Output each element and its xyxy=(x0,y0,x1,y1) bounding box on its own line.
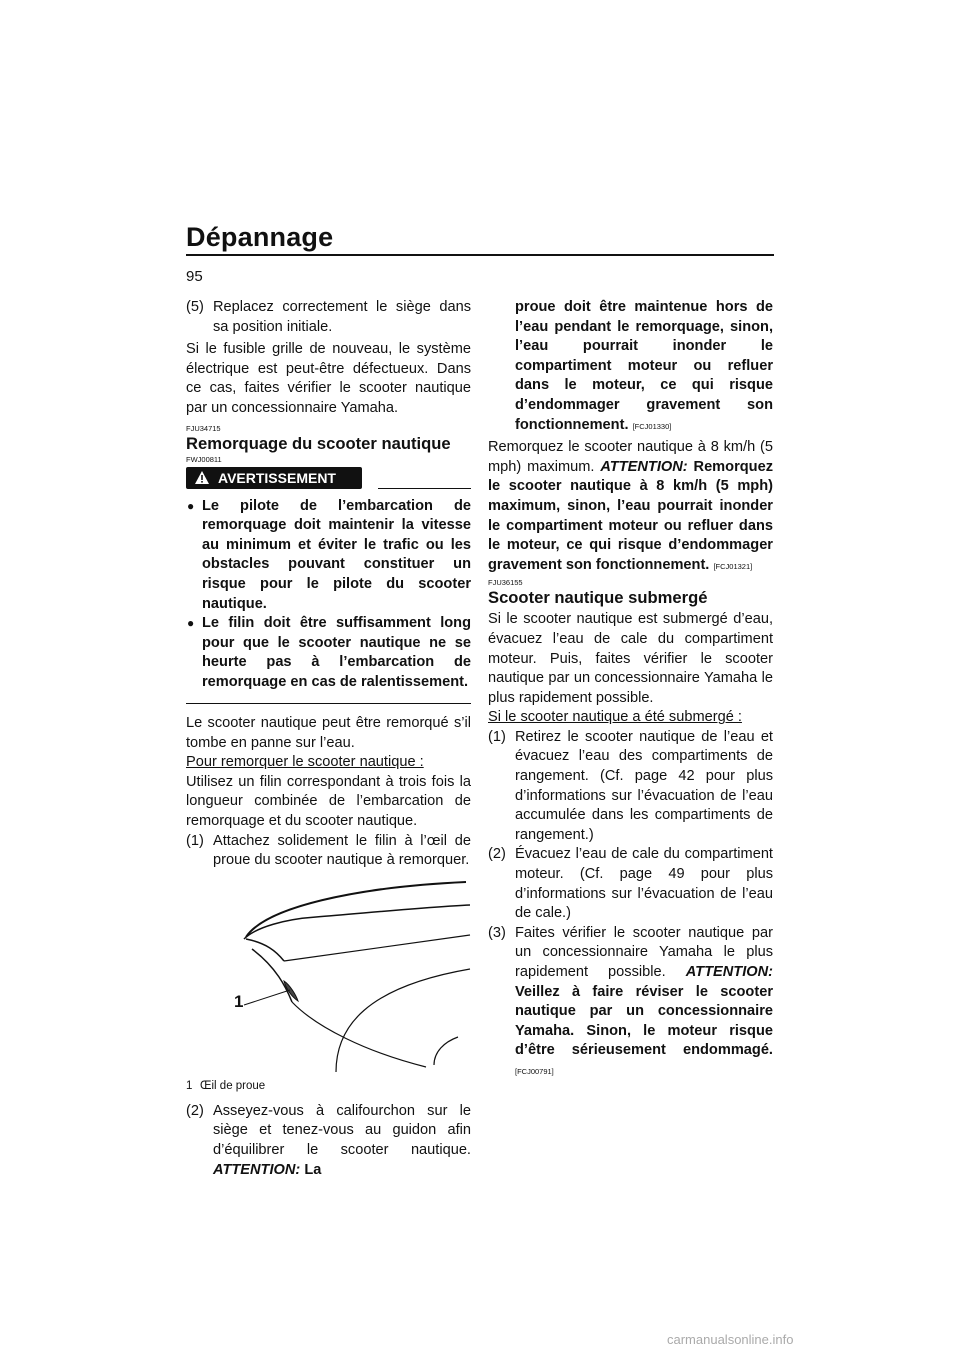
step-1 xyxy=(488,728,773,846)
bullet-text: Le filin doit être suffisamment long pour que le scooter nautique ne se heurte pas à l’embarcation de remorquage en cas de ralentissement. xyxy=(202,615,471,690)
step-number: (3) xyxy=(488,924,506,941)
step-text: Retirez le scooter nautique de l’eau et évacuez l’eau des compartiments de rangement. (Cf. page 42 pour plus d’informations sur l’évacuation de l’eau accumulée dans les compartiments de rangement.) xyxy=(515,728,773,843)
step-2 xyxy=(186,1102,471,1180)
step-1 xyxy=(186,832,471,871)
attention-text: Veillez à faire réviser le scooter nautique par un concessionnaire Yamaha. Sinon, le moteur risque d’être sérieusement endommagé. xyxy=(515,983,773,1059)
caution-code: [FCJ00791] xyxy=(515,1066,554,1076)
subheading: Si le scooter nautique a été submergé : xyxy=(488,709,742,726)
page-title: Dépannage xyxy=(186,222,334,252)
step-text: Replacez correctement le siège dans sa position initiale. xyxy=(213,299,471,335)
caution-code: [FCJ01330] xyxy=(632,421,672,431)
step-number: (2) xyxy=(488,846,506,863)
attention-text: proue doit être maintenue hors de l’eau pendant le remorquage, sinon, l’eau pourrait inonder le compartiment moteur ou refluer dans le moteur, ce qui risque d’endommager gravement son fonctionnement. xyxy=(515,299,773,433)
warning-rule xyxy=(378,488,471,490)
bow-eye-illustration xyxy=(186,877,471,1077)
attention-text: Remorquez le scooter nautique à 8 km/h (5 mph) maximum, sinon, l’eau pourrait inonder le compartiment moteur ou refluer dans le moteur, ce qui risque d’endommager gravement son fonctionnement. xyxy=(488,458,773,573)
step-number: (1) xyxy=(186,832,204,849)
attention-label: ATTENTION: xyxy=(213,1161,301,1178)
paragraph: Le scooter nautique peut être remorqué s’il tombe en panne sur l’eau. xyxy=(186,715,471,751)
step-text: Évacuez l’eau de cale du compartiment moteur. (Cf. page 49 pour plus d’informations sur l’évacuation de l’eau de cale.) xyxy=(515,846,773,922)
bow-eye-figure xyxy=(186,877,471,1077)
watermark: carmanualsonline.info xyxy=(667,1332,794,1347)
section-code: FJU34715 xyxy=(186,423,221,433)
warning-bullet xyxy=(186,497,471,615)
caption-number: 1 xyxy=(186,1079,193,1092)
warning-triangle-icon xyxy=(194,470,210,485)
warning-code: FWJ00811 xyxy=(186,454,222,464)
step-number: (5) xyxy=(186,299,204,315)
section-code: FJU36155 xyxy=(488,578,523,588)
step-2-continued xyxy=(488,298,773,436)
section-heading: Remorquage du scooter nautique xyxy=(186,433,451,453)
paragraph: Si le fusible grille de nouveau, le système électrique est peut-être défectueux. Dans ce cas, faites vérifier le scooter nautique par un concessionnaire Yamaha. xyxy=(186,341,471,416)
attention-label: ATTENTION: xyxy=(685,964,773,980)
figure-callout-1: 1 xyxy=(234,991,244,1011)
caution-code: [FCJ01321] xyxy=(713,561,753,571)
step-text: Faites vérifier le scooter nautique par un concessionnaire Yamaha le plus rapidement possible. xyxy=(515,924,773,980)
paragraph xyxy=(488,438,773,576)
attention-label: ATTENTION: xyxy=(600,458,688,475)
page-number: 95 xyxy=(186,268,203,285)
step-3 xyxy=(488,924,773,1082)
figure-caption xyxy=(186,1079,471,1094)
right-column xyxy=(488,298,773,1082)
paragraph-text: Remorquez le scooter nautique à 8 km/h (5 mph) maximum. xyxy=(488,439,773,475)
bullet-dot-icon: ● xyxy=(187,616,195,631)
step-text: Attachez solidement le filin à l’œil de proue du scooter nautique à remorquer. xyxy=(213,832,471,869)
warning-label: AVERTISSEMENT xyxy=(218,469,336,486)
paragraph: Si le scooter nautique est submergé d’eau, évacuez l’eau de cale du compartiment moteur. Puis, faites vérifier le scooter nautique par un concessionnaire Yamaha le plus rapidement possible. xyxy=(488,611,773,706)
step-number: (1) xyxy=(488,728,506,745)
subheading: Pour remorquer le scooter nautique : xyxy=(186,754,424,771)
caption-text: Œil de proue xyxy=(200,1079,266,1092)
warning-bullet xyxy=(186,614,471,692)
left-column xyxy=(186,298,471,1180)
bullet-text: Le pilote de l’embarcation de remorquage doit maintenir la vitesse au minimum et éviter le trafic ou les obstacles pouvant constituer un risque pour le pilote du scooter nautique. xyxy=(202,497,471,612)
warning-badge xyxy=(186,467,362,489)
bullet-dot-icon: ● xyxy=(187,498,195,513)
step-5 xyxy=(186,298,471,337)
step-number: (2) xyxy=(186,1102,204,1119)
attention-text: La xyxy=(300,1161,322,1178)
warning-end-rule xyxy=(186,703,471,705)
title-rule xyxy=(186,254,774,256)
section-heading: Scooter nautique submergé xyxy=(488,588,708,608)
step-text: Asseyez-vous à califourchon sur le siège et tenez-vous au guidon afin d’équilibrer le scooter nautique. xyxy=(213,1102,471,1158)
paragraph: Utilisez un filin correspondant à trois fois la longueur combinée de l’embarcation de remorquage et du scooter nautique. xyxy=(186,773,471,829)
warning-header xyxy=(186,467,471,491)
step-2 xyxy=(488,845,773,923)
